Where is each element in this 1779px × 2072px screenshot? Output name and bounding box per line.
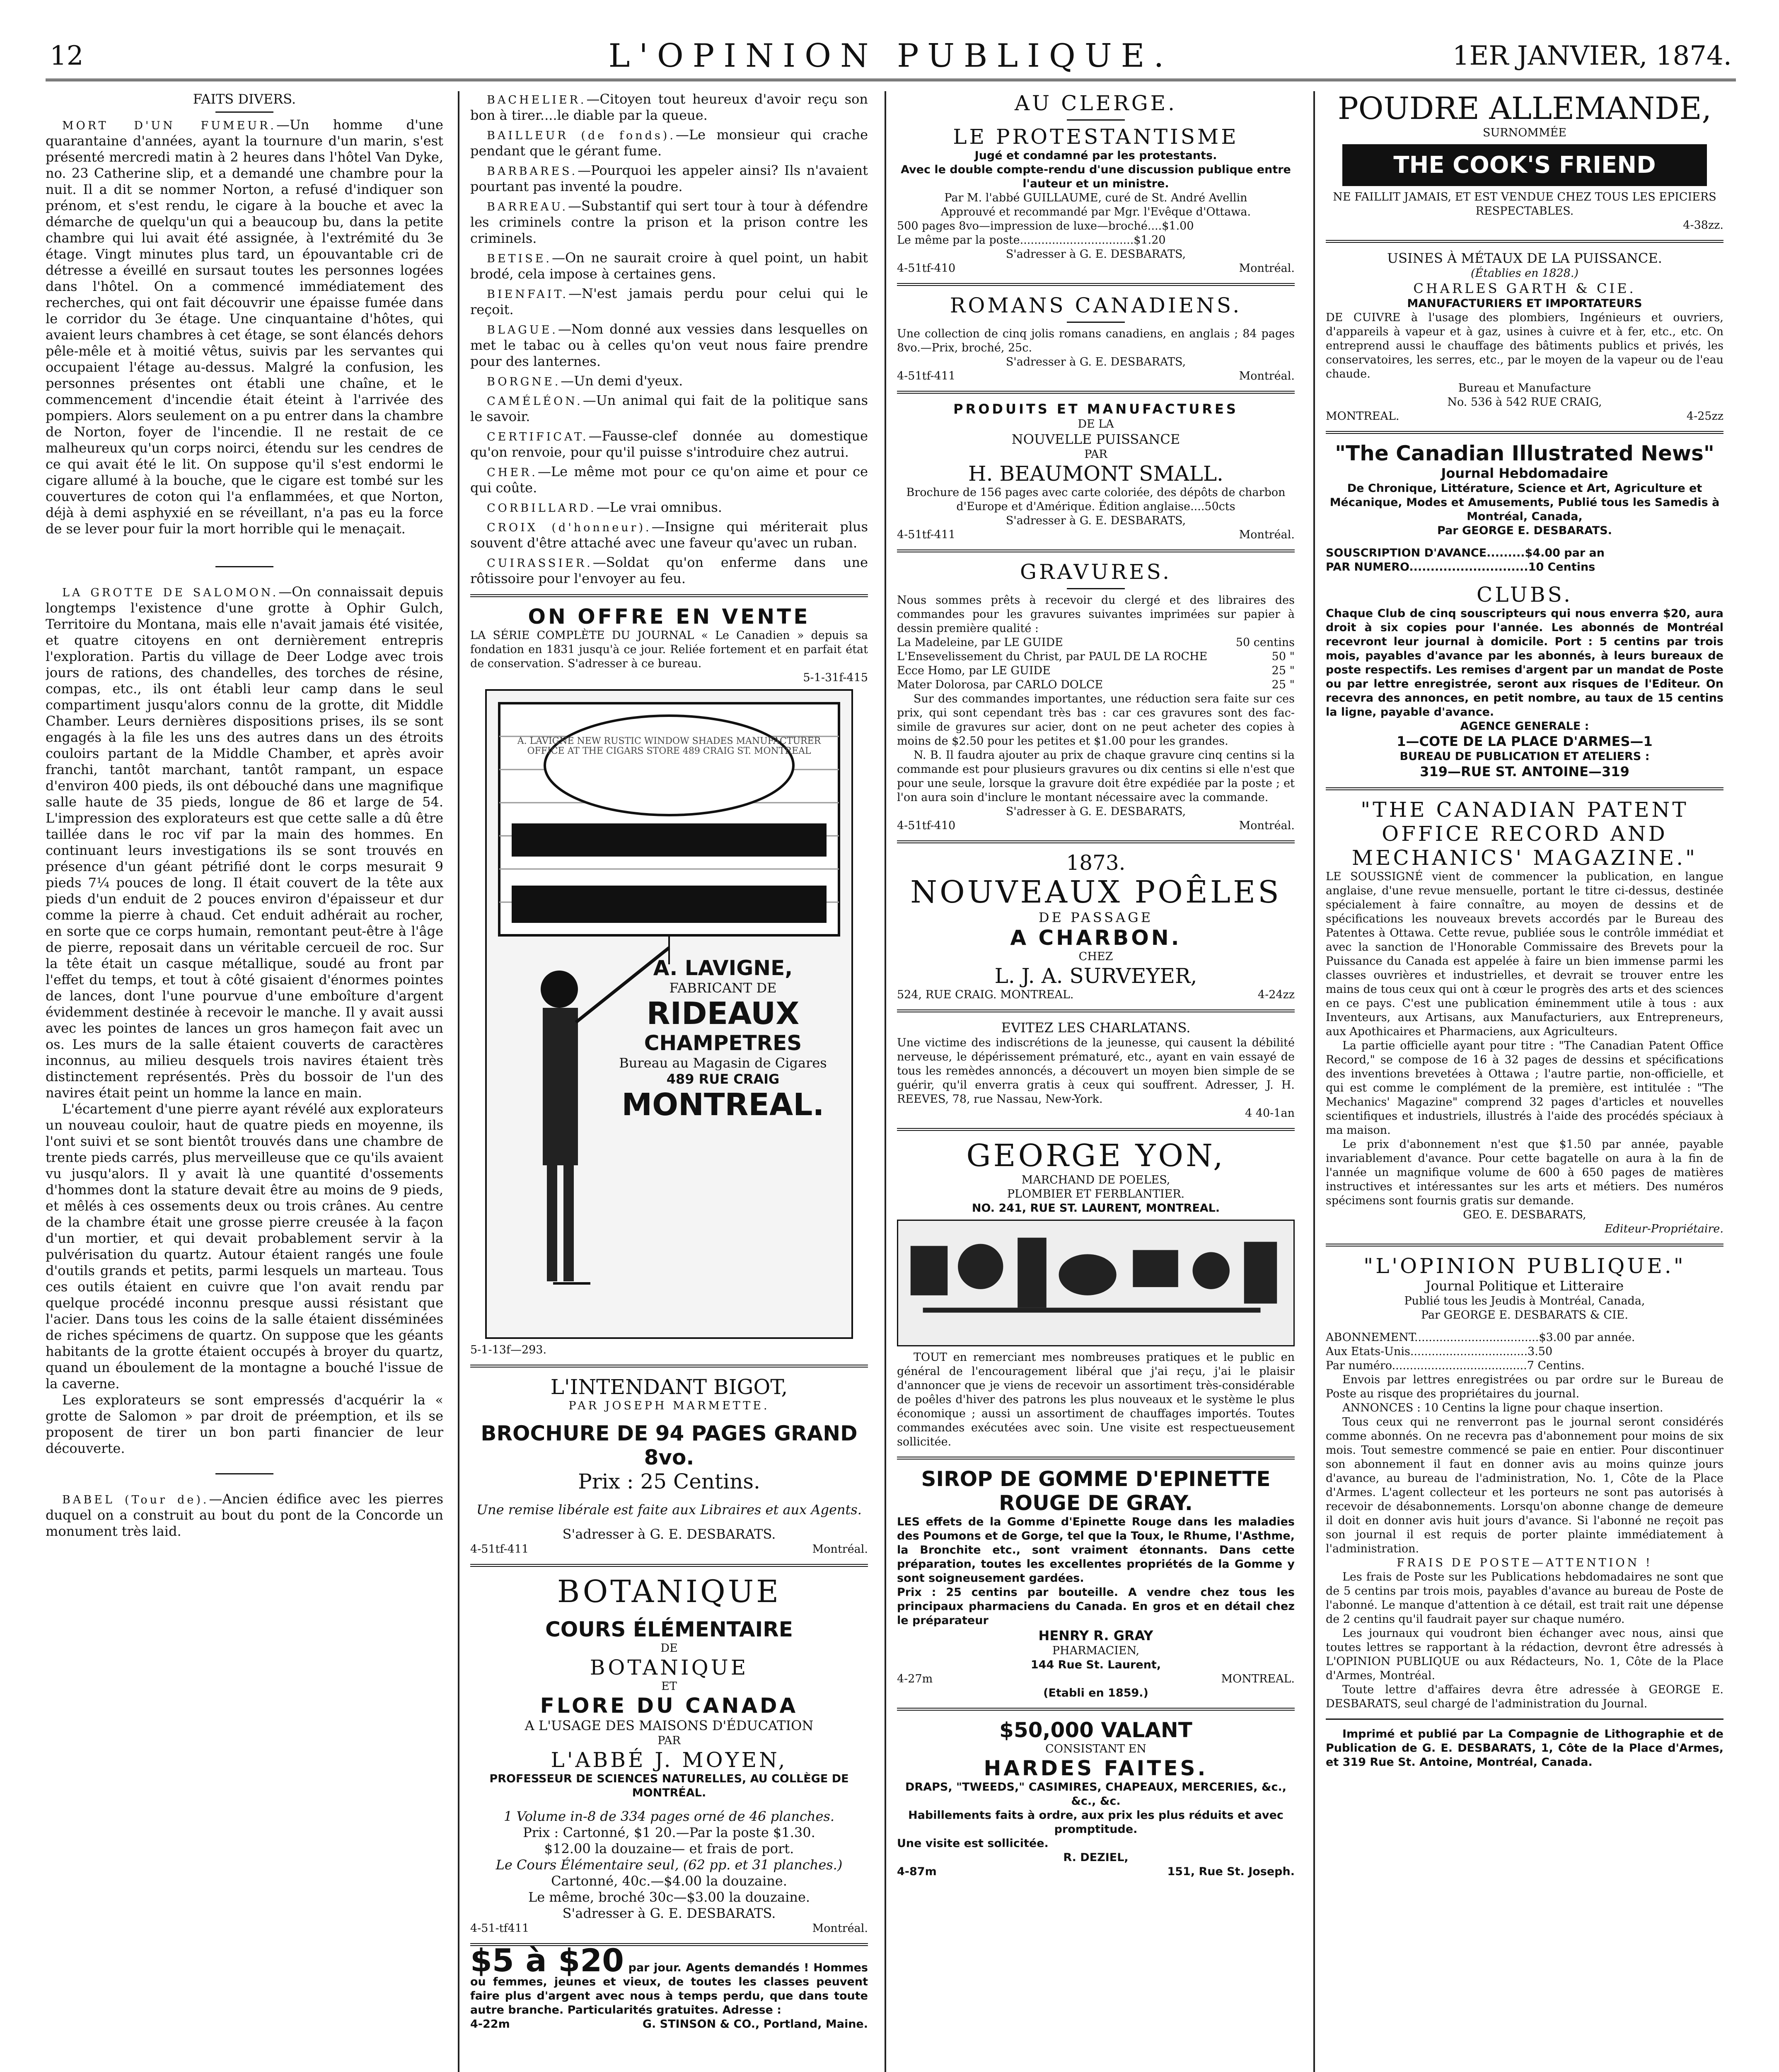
column-annonces-journaux	[1326, 91, 1723, 2072]
divider	[897, 1457, 1295, 1460]
ad-address: S'adresser à G. E. DESBARATS,	[1006, 356, 1186, 368]
ad-line: Une visite est sollicitée.	[897, 1837, 1049, 1850]
ad-line: HARDES FAITES.	[984, 1756, 1208, 1780]
ad-line: Approuvé et recommandé par Mgr. l'Evêque d'Ottawa.	[940, 206, 1251, 218]
ad-botanique-line: Le même, broché 30c—$3.00 la douzaine.	[528, 1889, 810, 1905]
divider	[897, 549, 1295, 552]
ad-code-row: 4-51-tf411 Montréal.	[470, 1922, 868, 1935]
ad-code-row: 4-27m MONTREAL.	[897, 1673, 1295, 1685]
ad-valant-author: R. DEZIEL,	[1063, 1851, 1129, 1864]
ad-code: 4 40-1an	[1245, 1107, 1295, 1120]
column-faits-divers	[46, 91, 443, 2072]
dict-entry: CORBILLARD.—Le vrai omnibus.	[487, 499, 722, 515]
ad-produits-text: Brochure de 156 pages avec carte coloriée, des dépôts de charbon d'Europe et d'Amérique. Édition anglaise....50cts	[906, 486, 1286, 513]
divider	[1326, 1244, 1723, 1247]
ad-line: DE PASSAGE	[1038, 910, 1153, 925]
ad-line: MARCHAND DE POELES,	[1021, 1174, 1170, 1186]
article-grotte-salomon: LA GROTTE DE SALOMON.—On connaissait depuis longtemps l'existence d'une grotte à Ophir Gulch, Territoire du Montana, mais elle n'avait jamais été visitée, et quatre citoyens en ont dernièrement entrepris l'exploration. Partis du village de Deer Lodge avec trois jours de rations, des chandelles, des torches de résine, compas, etc., ils ont établi leur camp dans le seul compartiment jusqu'alors connu de la grotte, dit Middle Chamber. Leurs dernières dispositions prises, ils se sont engagés à la file les uns des autres dans un des étroits couloirs partant de la Middle Chamber, et après avoir franchi, tantôt marchant, tantôt rampant, un espace d'environ 400 pieds, ils ont débouché dans une magnifique salle haute de 35 pieds, longue de 86 et large de 54. L'impression des explorateurs est que cette salle a dû être taillée dans le roc vif par la main des hommes. En continuant leurs investigations ils se sont trouvés en présence d'un géant pétrifié dont le corps mesurait 9 pieds 7¼ pouces de long. Il était couvert de la tête aux pieds d'un enduit de 2 pouces environ d'épaisseur et dur comme la pierre à chaud. Cet enduit adhérait au rocher, en sorte que ce corps humain, remontant peut-être à l'âge de pierre, reposait dans un véritable cercueil de roc. Sur la tête était un casque métallique, soudé au front par l'effet du temps, et tout à côté gisaient d'énormes pointes de lances, dont l'une pourvue d'une emboîture d'argent évidemment destinée à recevoir le manche. Il y avait aussi avec les pointes de lances un gros hameçon fait avec un os. Les murs de la salle étaient couverts de caractères inconnus, au milieu desquels trois navires étaient très distinctement représentés. Près du bossoir de l'un des navires était peint un homme la lance en main.	[46, 584, 443, 1101]
ad-price-line: PAR NUMERO............................10 Centins	[1326, 561, 1595, 574]
ad-evitez-text: Une victime des indiscrétions de la jeunesse, qui causent la débilité nerveuse, le dépérissement prématuré, etc., ayant en vain essayé de tous les remèdes annoncés, a découvert un moyen bien simple de se guérir, qu'il enverra gratis à ceux qui souffrent. Adresser, J. H. REEVES, 78, rue Nassau, New-York.	[897, 1036, 1295, 1106]
ad-garth-text: DE CUIVRE à l'usage des plombiers, Ingénieurs et ouvriers, d'appareils à vapeur et à gaz, usines à cuivre et à fer, etc., etc. On entreprend aussi le chauffage des bâtiments publics et privés, les conservatoires, les serres, etc., par le moyen de la vapeur ou de l'eau chaude.	[1326, 311, 1723, 380]
ad-garth-title: CHARLES GARTH & CIE.	[1413, 281, 1636, 296]
ad-opinion-text: ANNONCES : 10 Centins la ligne pour chaque insertion.	[1342, 1402, 1663, 1414]
stove-tools-icon	[898, 1221, 1293, 1345]
ad-gravures-text: N. B. Il faudra ajouter au prix de chaque gravure cinq centins si la commande est pour plusieurs gravures ou dix centins si elle n'est que pour une seule, lorsque la gravure doit être expédiée par la poste ; et l'on aura soin d'inclure le montant nécessaire avec la commande.	[897, 749, 1295, 804]
cooks-friend-banner: THE COOK'S FRIEND	[1342, 144, 1707, 186]
ad-evitez-title: EVITEZ LES CHARLATANS.	[1001, 1020, 1191, 1036]
ad-botanique-line: A L'USAGE DES MAISONS D'ÉDUCATION	[525, 1718, 814, 1733]
ad-yon-address: NO. 241, RUE ST. LAURENT, MONTREAL.	[972, 1202, 1220, 1215]
gravures-list	[897, 636, 1295, 692]
dict-entry: BAILLEUR (de fonds).—Le monsieur qui crache pendant que le gérant fume.	[470, 127, 868, 159]
ad-line: No. 536 à 542 RUE CRAIG,	[1447, 396, 1602, 409]
ad-opinion-title: "L'OPINION PUBLIQUE."	[1363, 1254, 1686, 1278]
ad-opinion-text: Envois par lettres enregistrées ou par ordre sur le Bureau de Poste au risque des propriétaires du journal.	[1326, 1373, 1723, 1400]
newspaper-title: L'OPINION PUBLIQUE.	[608, 37, 1173, 75]
ad-address: S'adresser à G. E. DESBARATS,	[1006, 805, 1186, 818]
divider	[1326, 431, 1723, 434]
ad-cin-title: "The Canadian Illustrated News"	[1335, 441, 1714, 465]
ad-usines-title: USINES À MÉTAUX DE LA PUISSANCE.	[1387, 250, 1662, 266]
column-rule	[458, 91, 459, 2072]
ad-line: Par GEORGE E. DESBARATS.	[1437, 524, 1612, 537]
ad-botanique-line: PROFESSEUR DE SCIENCES NATURELLES, AU COLLÈGE DE MONTRÉAL.	[489, 1772, 849, 1799]
dict-entry: BIENFAIT.—N'est jamais perdu pour celui qui le reçoit.	[470, 286, 868, 317]
article-mort-fumeur: MORT D'UN FUMEUR.—Un homme d'une quarantaine d'années, ayant la tournure d'un marin, s'est présenté mercredi matin à 2 heures dans l'hôtel Van Dyke, no. 23 Catherine slip, et a demandé une chambre pour la nuit. Il a dit se nommer Norton, a refusé d'indiquer son prénom, et s'est rendu, le cigare à la bouche et avec la démarche de quelqu'un qui a beaucoup bu, dans la petite chambre qui lui avait été assignée, à l'extrémité du 3e étage. Vingt minutes plus tard, un épouvantable cri de détresse a éveillé en sursaut toutes les personnes logées dans l'hôtel. On a commencé immédiatement des recherches, qui ont fait découvrir une épaisse fumée dans le corridor du 3e étage. Une cinquantaine d'hôtes, qui avaient leurs chambres à cet étage, se sont élancés dehors pêle-mêle et à moitié vêtus, suivis par les servantes qui occupaient l'étage au-dessus. Malgré la confusion, les personnes présentes ont établi une chaîne, et le commencement d'incendie était éteint à l'arrivée des pompiers. Alors seulement on a pu entrer dans la chambre de Norton, foyer de l'incendie. Il ne restait de ce malheureux qu'un corps noirci, étendu sur les cendres de ce qui avait été le lit. On suppose qu'il s'est endormi le cigare allumé à la bouche, que le cigare est tombé sur les couvertures de coton qui l'a enflammées, et que Norton, déjà à demi asphyxié en se réveillant, n'a pas eu la force de se lever pour fuir la mort horrible qui le menaçait.	[46, 117, 443, 537]
ad-line: (Établies en 1828.)	[1471, 267, 1578, 280]
divider	[215, 1473, 273, 1474]
ad-line: Journal Hebdomadaire	[1441, 465, 1608, 481]
ad-code-row: 4-22m G. STINSON & CO., Portland, Maine.	[470, 2018, 868, 2031]
dict-entry: BARBARES.—Pourquoi les appeler ainsi? Ils n'avaient pourtant pas inventé la poudre.	[470, 162, 868, 194]
ad-bigot-author: PAR JOSEPH MARMETTE.	[568, 1399, 770, 1412]
ad-price-line: ABONNEMENT...................................$3.00 par année.	[1326, 1331, 1635, 1344]
ad-valant-title: $50,000 VALANT	[999, 1718, 1192, 1742]
lavigne-advertisement-illustration	[485, 689, 853, 1339]
page-number: 12	[50, 41, 84, 71]
divider	[470, 594, 868, 597]
ad-line: DE LA	[1078, 418, 1114, 431]
dict-entry: CUIRASSIER.—Soldat qu'on enferme dans une rôtissoire pour l'envoyer au feu.	[470, 554, 868, 586]
ad-protestantisme-title: LE PROTESTANTISME	[953, 125, 1239, 149]
ad-line: PHARMACIEN,	[1052, 1644, 1140, 1657]
ad-yon-title: GEORGE YON,	[966, 1138, 1225, 1174]
article-grotte-paragraph: Les explorateurs se sont empressés d'acquérir la « grotte de Salomon » par droit de préemption, et ils se proposent de tirer un bon parti financier de leur découverte.	[46, 1392, 443, 1456]
ad-vente-text: LA SÉRIE COMPLÈTE DU JOURNAL « Le Canadien » depuis sa fondation en 1831 jusqu'à ce jour. Reliée fortement et en parfait état de conservation. S'adresser à ce bureau.	[470, 629, 868, 670]
dict-entry: CERTIFICAT.—Fausse-clef donnée au domestique qu'on renvoie, pour qu'il puisse s'introduire chez autrui.	[470, 428, 868, 460]
divider	[1326, 240, 1723, 243]
divider	[897, 840, 1295, 843]
ad-opinion-text: Tous ceux qui ne renverront pas le journal seront considérés comme abonnés. On ne recevra pas d'abonnement pour moins de six mois. Tout semestre commencé se paie en entier. Pour discontinuer son abonnement il faut en donner avis au moins quinze jours d'avance, au bureau de l'administration, No. 1, Côte de la Place d'Armes. L'agent collecteur et les porteurs ne sont pas autorisés à recevoir de désabonnements. Lorsqu'on abonne change de demeure il doit en donner avis huit jours d'avance. Si l'abonné ne reçoit pas son journal il est requis de porter plainte immédiatement à l'administration.	[1326, 1416, 1723, 1555]
lavigne-line: FABRICANT DE	[669, 980, 777, 996]
ad-line: Jugé et condamné par les protestants.	[974, 149, 1217, 162]
ad-patent-title: "THE CANADIAN PATENT OFFICE RECORD AND MECHANICS' MAGAZINE."	[1351, 798, 1698, 870]
ad-code-row: 4-87m 151, Rue St. Joseph.	[897, 1865, 1295, 1878]
ad-sirop-price: Prix : 25 centins par bouteille. A vendre chez tous les principaux pharmaciens du Canada. En gros et en détail chez le préparateur	[897, 1586, 1295, 1627]
ad-code-row: MONTREAL. 4-25zz	[1326, 410, 1723, 423]
lavigne-line: CHAMPETRES	[644, 1031, 802, 1055]
ad-line: A CHARBON.	[1010, 926, 1182, 950]
ad-price-line: Aux Etats-Unis.................................3.50	[1326, 1345, 1553, 1358]
ad-address: S'adresser à G. E. DESBARATS,	[1006, 514, 1186, 527]
ad-bigot-brochure: BROCHURE DE 94 PAGES GRAND 8vo.	[481, 1421, 858, 1469]
newspaper-page	[46, 33, 1736, 2072]
divider	[1326, 1719, 1723, 1720]
ad-price-line: SOUSCRIPTION D'AVANCE.........$4.00 par an	[1326, 547, 1605, 559]
dictionary-list	[470, 91, 868, 587]
ad-line: BUREAU DE PUBLICATION ET ATELIERS :	[1400, 750, 1650, 763]
dict-entry-babel: BABEL (Tour de).—Ancien édifice avec les pierres duquel on a construit au bout du pont de la Concorde un monument très laid.	[46, 1491, 443, 1539]
ad-line: MANUFACTURIERS ET IMPORTATEURS	[1407, 297, 1642, 310]
ad-code-row: 4-51tf-411 Montréal.	[897, 528, 1295, 541]
ad-clubs-text: Chaque Club de cinq souscripteurs qui nous enverra $20, aura droit à six copies pour l'année. Les abonnés de Montréal recevront leur journal à domicile. Port : 5 centins par trois mois, payables d'avance par les abonnés, à leurs bureaux de poste respectifs. Les remises d'argent par un mandat de Poste ou par lettre enregistrée, seront aux risques de l'Editeur. On recevra des annonces, en petit nombre, au taux de 15 centins la ligne, payable d'avance.	[1326, 607, 1723, 719]
ad-bigot-address: S'adresser à G. E. DESBARATS.	[562, 1526, 776, 1542]
divider	[897, 1009, 1295, 1012]
column-rule	[1313, 91, 1315, 2072]
ad-poeles-author: L. J. A. SURVEYER,	[994, 964, 1197, 988]
ad-code-row: 4-51tf-410 Montréal.	[897, 819, 1295, 832]
ad-patent-text: Le prix d'abonnement n'est que $1.50 par année, payable invariablement d'avance. Pour cette bagatelle on aura à la fin de l'année un magnifique volume de 600 à 650 pages de matières instructives et intéressantes sur les arts et métiers. Des numéros spécimens sont fournis gratis sur demande.	[1326, 1138, 1723, 1207]
ad-code-row: 4-51tf-411 Montréal.	[470, 1543, 868, 1556]
dict-entry: BLAGUE.—Nom donné aux vessies dans lesquelles on met le tabac ou à celles qu'on veut nous faire prendre pour des lanternes.	[470, 321, 868, 369]
lavigne-ad-text	[605, 956, 841, 1122]
ad-line: PAR	[1084, 448, 1107, 461]
ad-sirop-text: LES effets de la Gomme d'Epinette Rouge dans les maladies des Poumons et de Gorge, tel que la Toux, le Rhume, l'Asthme, la Bronchite etc., sont vraiment étonnants. Dans cette préparation, toutes les excellentes propriétés de la Gomme y sont soigneusement gardées.	[897, 1515, 1295, 1585]
ad-gravures-title: GRAVURES.	[1020, 560, 1172, 584]
ad-line: Bureau et Manufacture	[1458, 382, 1591, 395]
divider	[1067, 322, 1125, 323]
ad-clubs-title: CLUBS.	[1477, 583, 1573, 607]
ad-line: CHEZ	[1078, 950, 1113, 963]
ad-opinion-text: Les frais de Poste sur les Publications hebdomadaires ne sont que de 5 centins par trois mois, payables d'avance au bureau de Poste de l'abonné. Le manque d'attention à ce détail, est trait rait une dépense de 2 centins qu'il faudrait payer sur chaque numéro.	[1326, 1571, 1723, 1626]
divider	[897, 1128, 1295, 1131]
divider	[215, 111, 273, 113]
ad-botanique-line: DE	[660, 1642, 678, 1655]
section-heading: FAITS DIVERS.	[193, 91, 296, 107]
ad-line: Journal Politique et Litteraire	[1425, 1278, 1624, 1294]
lavigne-line: 489 RUE CRAIG	[666, 1071, 780, 1087]
ad-botanique-line: ET	[661, 1680, 677, 1693]
ad-botanique-line: PAR	[657, 1734, 681, 1747]
ad-botanique-line: BOTANIQUE	[590, 1656, 749, 1680]
issue-date: 1ER JANVIER, 1874.	[1452, 41, 1732, 71]
ad-clerge-heading: AU CLERGE.	[1014, 91, 1177, 115]
dict-entry: BACHELIER.—Citoyen tout heureux d'avoir reçu son bon à tirer....le diable par la queue.	[470, 91, 868, 123]
ad-price-line: Par numéro......................................7 Centins.	[1326, 1359, 1585, 1372]
ad-line: De Chronique, Littérature, Science et Art, Agriculture et Mécanique, Modes et Amusements, Publié tous les Samedis à Montréal, Canada,	[1329, 482, 1720, 523]
divider	[897, 283, 1295, 286]
ad-code: 5-1-31f-415	[803, 671, 868, 684]
ad-botanique-line: COURS ÉLÉMENTAIRE	[545, 1617, 793, 1641]
gravure-item: L'Ensevelissement du Christ, par PAUL DE LA ROCHE 50 "	[897, 650, 1295, 663]
ad-poeles-title: NOUVEAUX POÊLES	[910, 874, 1281, 910]
ad-signature: GEO. E. DESBARATS,	[1463, 1208, 1586, 1221]
ad-line: Avec le double compte-rendu d'une discussion publique entre l'auteur et un ministre.	[901, 163, 1291, 190]
ad-bigot-title: L'INTENDANT BIGOT,	[550, 1375, 788, 1399]
lavigne-city: MONTREAL.	[621, 1087, 824, 1123]
dict-entry: CAMÉLÉON.—Un animal qui fait de la politique sans le savoir.	[470, 392, 868, 424]
dict-entry: BETISE.—On ne saurait croire à quel point, un habit brodé, cela impose à certaines gens.	[470, 250, 868, 282]
ad-code-row: 4-51tf-410 Montréal.	[897, 262, 1295, 275]
ad-code-row: 4-51tf-411 Montréal.	[897, 370, 1295, 382]
ad-price-line: Le même par la poste................................$1.20	[897, 234, 1166, 247]
lavigne-sign-text: A. LAVIGNE NEW RUSTIC WINDOW SHADES MANUFACTURER OFFICE AT THE CIGARS STORE 489 CRAIG ST. MONTREAL	[517, 736, 821, 756]
ad-botanique-line: Cartonné, 40c.—$4.00 la douzaine.	[551, 1873, 787, 1889]
ad-opinion-text: Toute lettre d'affaires devra être adressée à GEORGE E. DESBARATS, seul chargé de l'administration du Journal.	[1326, 1683, 1723, 1710]
ad-patent-text: La partie officielle ayant pour titre : "The Canadian Patent Office Record," se compose de 16 à 32 pages de dessins et spécifications des inventions brevetées à Ottawa ; l'autre partie, non-officielle, et qui est comme le complément de la première, est intitulée : "The Mechanics' Magazine" comprend 32 pages d'articles et nouvelles scientifiques et industriels, illustrés à l'aide des procédés spéciaux à ma maison.	[1326, 1039, 1723, 1137]
ad-address: S'adresser à G. E. DESBARATS,	[1006, 248, 1186, 261]
ad-line: FRAIS DE POSTE—ATTENTION !	[1397, 1556, 1653, 1569]
lavigne-name: A. LAVIGNE,	[653, 956, 793, 980]
ad-line: AGENCE GENERALE :	[1460, 720, 1589, 733]
gravure-item: Ecce Homo, par LE GUIDE 25 "	[897, 664, 1295, 677]
ad-sirop-author: HENRY R. GRAY	[1038, 1628, 1153, 1644]
ad-botanique-line: 1 Volume in-8 de 334 pages orné de 46 planches.	[503, 1808, 835, 1824]
divider	[1326, 787, 1723, 790]
ad-line: CONSISTANT EN	[1045, 1743, 1146, 1755]
ad-line: Par M. l'abbé GUILLAUME, curé de St. André Avellin	[944, 191, 1247, 204]
imprint: Imprimé et publié par La Compagnie de Lithographie et de Publication de G. E. DESBARATS, 1, Côte de la Place d'Armes, et 319 Rue St. Antoine, Montréal, Canada.	[1326, 1728, 1723, 1769]
ad-signature: Editeur-Propriétaire.	[1604, 1222, 1723, 1235]
divider	[1067, 119, 1125, 121]
ad-yon-text: TOUT en remerciant mes nombreuses pratiques et le public en général de l'encouragement libéral que j'ai reçu, j'ai le plaisir d'annoncer que je viens de recevoir un assortiment très-considérable de poêles d'hiver des patrons les plus nouveaux et le système le plus économique ; aussi un assortiment de chauffages importés. Toutes commandes exécutées avec soin. Une visite est respectueusement sollicitée.	[897, 1351, 1295, 1448]
dict-entry: BORGNE.—Un demi d'yeux.	[487, 373, 683, 389]
ad-sirop-title: SIROP DE GOMME D'EPINETTE ROUGE DE GRAY.	[921, 1467, 1271, 1515]
ad-opinion-text: Les journaux qui voudront bien échanger avec nous, ainsi que toutes lettres se rapportant à la rédaction, devront être adressés à L'OPINION PUBLIQUE ou aux Rédacteurs, No. 1, Côte de la Place d'Armes, Montréal.	[1326, 1627, 1723, 1682]
gravure-item: La Madeleine, par LE GUIDE 50 centins	[897, 636, 1295, 649]
lavigne-rideaux: RIDEAUX	[646, 996, 800, 1031]
ad-vente-title: ON OFFRE EN VENTE	[528, 605, 810, 629]
ad-valant-text: Habillements faits à ordre, aux prix les plus réduits et avec promptitude.	[908, 1809, 1283, 1836]
page-header	[46, 33, 1736, 81]
ad-line: 144 Rue St. Laurent,	[1030, 1658, 1161, 1671]
divider	[215, 566, 273, 567]
ad-bigot-remise: Une remise libérale est faite aux Libraires et aux Agents.	[476, 1502, 862, 1518]
lavigne-line: Bureau au Magasin de Cigares	[619, 1055, 827, 1071]
ad-line: DRAPS, "TWEEDS," CASIMIRES, CHAPEAUX, MERCERIES, &c., &c., &c.	[905, 1781, 1286, 1808]
ad-botanique-line: Prix : Cartonné, $1 20.—Par la poste $1.30.	[523, 1825, 815, 1840]
ad-botanique-address: S'adresser à G. E. DESBARATS.	[562, 1905, 776, 1921]
divider	[470, 1564, 868, 1567]
ad-gravures-text: Sur des commandes importantes, une réduction sera faite sur ces prix, qui sont cependant très bas : car ces gravures sont des fac-simile de gravures sur acier, dont on ne peut acheter des copies à moins de $2.50 pour les petites et $1.00 pour les grandes.	[897, 692, 1295, 748]
ad-line: SURNOMMÉE	[1482, 126, 1567, 139]
ad-produits-author: H. BEAUMONT SMALL.	[968, 462, 1223, 486]
ad-patent-text: LE SOUSSIGNÉ vient de commencer la publication, en langue anglaise, d'une revue mensuelle, portant le titre ci-dessus, destinée spécialement à faire connaître, au moyen de dessins et de spécifications les nouveaux brevets accordés par le Bureau des Patentes à Ottawa. Cette revue, publiée sous le contrôle immédiat et avec la sanction de l'Honorable Commissaire des Brevets pour la Puissance du Canada est appelée à faire un bien immense parmi les classes ouvrières et industrielles, et devrait se trouver entre les mains de tous ceux qui ont à cœur le progrès des arts et des sciences en ce pays. C'est une publication éminemment utile à tous : aux Inventeurs, aux Artisans, aux Manufacturiers, aux Entrepreneurs, aux Apothicaires et Pharmaciens, aux Agriculteurs.	[1326, 870, 1723, 1038]
ad-romans-title: ROMANS CANADIENS.	[950, 293, 1242, 317]
ad-gravures-text: Nous sommes prêts à recevoir du clergé et des libraires des commandes pour les gravures suivantes imprimées sur papier à dessin première qualité :	[897, 594, 1295, 635]
ad-line: (Etabli en 1859.)	[1043, 1687, 1148, 1699]
ad-romans-text: Une collection de cinq jolis romans canadiens, en anglais ; 84 pages 8vo.—Prix, broché, 25c.	[897, 327, 1295, 354]
stove-tools-illustration	[897, 1220, 1295, 1346]
ad-code: 5-1-13f—293.	[470, 1343, 547, 1356]
ad-botanique-line: FLORE DU CANADA	[540, 1694, 798, 1718]
dict-entry: BARREAU.—Substantif qui sert tour à tour à défendre les criminels contre la prison et la prison contre les criminels.	[470, 198, 868, 246]
dict-entry: CROIX (d'honneur).—Insigne qui mériterait plus souvent d'être attaché avec une faveur qu'avec un ruban.	[470, 519, 868, 551]
column-rule	[885, 91, 886, 2072]
ad-poudre-text: NE FAILLIT JAMAIS, ET EST VENDUE CHEZ TOUS LES EPICIERS RESPECTABLES.	[1333, 191, 1716, 218]
article-grotte-paragraph: L'écartement d'une pierre ayant révélé aux explorateurs un nouveau couloir, haut de quatre pieds en moyenne, ils l'ont suivi et se sont bientôt trouvés dans une chambre de trente pieds carrés, plus merveilleuse que ce qu'ils avaient vu jusqu'alors. Il y avait là une quantité d'ossements d'hommes dont la stature devait être au moins de 9 pieds, et mêlés à ces ossements deux ou trois crânes. Au centre de la chambre était une grosse pierre creusée à la façon d'un mortier, et qui devait probablement servir à la pulvérisation du quartz. Autour étaient rangés une foule d'outils grands et petits, parmi lesquels un marteau. Tous ces outils étaient en cuivre que l'on avait rendu par quelque procédé inconnu presque aussi résistant que l'acier. Dans tous les coins de la salle étaient disséminées de riches spécimens de quartz. On suppose que les géants habitants de la grotte étaient occupés à broyer du quartz, quand un éboulement de la montagne a bouché l'issue de la caverne.	[46, 1101, 443, 1392]
ad-line: Publié tous les Jeudis à Montréal, Canada,	[1404, 1295, 1645, 1307]
ad-bigot-price: Prix : 25 Centins.	[578, 1469, 760, 1493]
ad-botanique-author: L'ABBÉ J. MOYEN,	[551, 1748, 788, 1772]
ad-year: 1873.	[1066, 851, 1126, 875]
divider	[897, 391, 1295, 394]
ad-price-line: 500 pages 8vo—impression de luxe—broché....$1.00	[897, 220, 1194, 232]
ad-line: PLOMBIER ET FERBLANTIER.	[1007, 1188, 1185, 1201]
gravure-item: Mater Dolorosa, par CARLO DOLCE 25 "	[897, 678, 1295, 691]
divider	[1067, 588, 1125, 589]
ad-line: 319—RUE ST. ANTOINE—319	[1420, 764, 1629, 779]
ad-botanique-line: Le Cours Élémentaire seul, (62 pp. et 31 planches.)	[496, 1857, 843, 1873]
column-annonces-clerge	[897, 91, 1295, 2072]
ad-poudre-title: POUDRE ALLEMANDE,	[1338, 91, 1711, 126]
dict-entry: CHER.—Le même mot pour ce qu'on aime et pour ce qui coûte.	[470, 464, 868, 496]
ad-line: Par GEORGE E. DESBARATS & CIE.	[1421, 1309, 1628, 1322]
ad-line: NOUVELLE PUISSANCE	[1011, 431, 1180, 447]
ad-produits-title: PRODUITS ET MANUFACTURES	[953, 401, 1238, 417]
ad-code-row: 524, RUE CRAIG. MONTREAL. 4-24zz	[897, 988, 1295, 1001]
divider	[897, 1708, 1295, 1711]
ad-line: 1—COTE DE LA PLACE D'ARMES—1	[1397, 733, 1653, 749]
ad-code: 4-38zz.	[1683, 219, 1723, 232]
ad-botanique-line: $12.00 la douzaine— et frais de port.	[544, 1841, 794, 1857]
divider	[470, 1365, 868, 1368]
column-dictionnaire-annonces	[470, 91, 868, 2072]
ad-stinson: $5 à $20 par jour. Agents demandés ! Hommes ou femmes, jeunes et vieux, de toutes les classes peuvent faire plus d'argent avec nous à temps perdu, que dans toute autre branche. Particularités gratuites. Adresse :	[470, 1942, 868, 2016]
ad-botanique-title: BOTANIQUE	[557, 1574, 781, 1610]
